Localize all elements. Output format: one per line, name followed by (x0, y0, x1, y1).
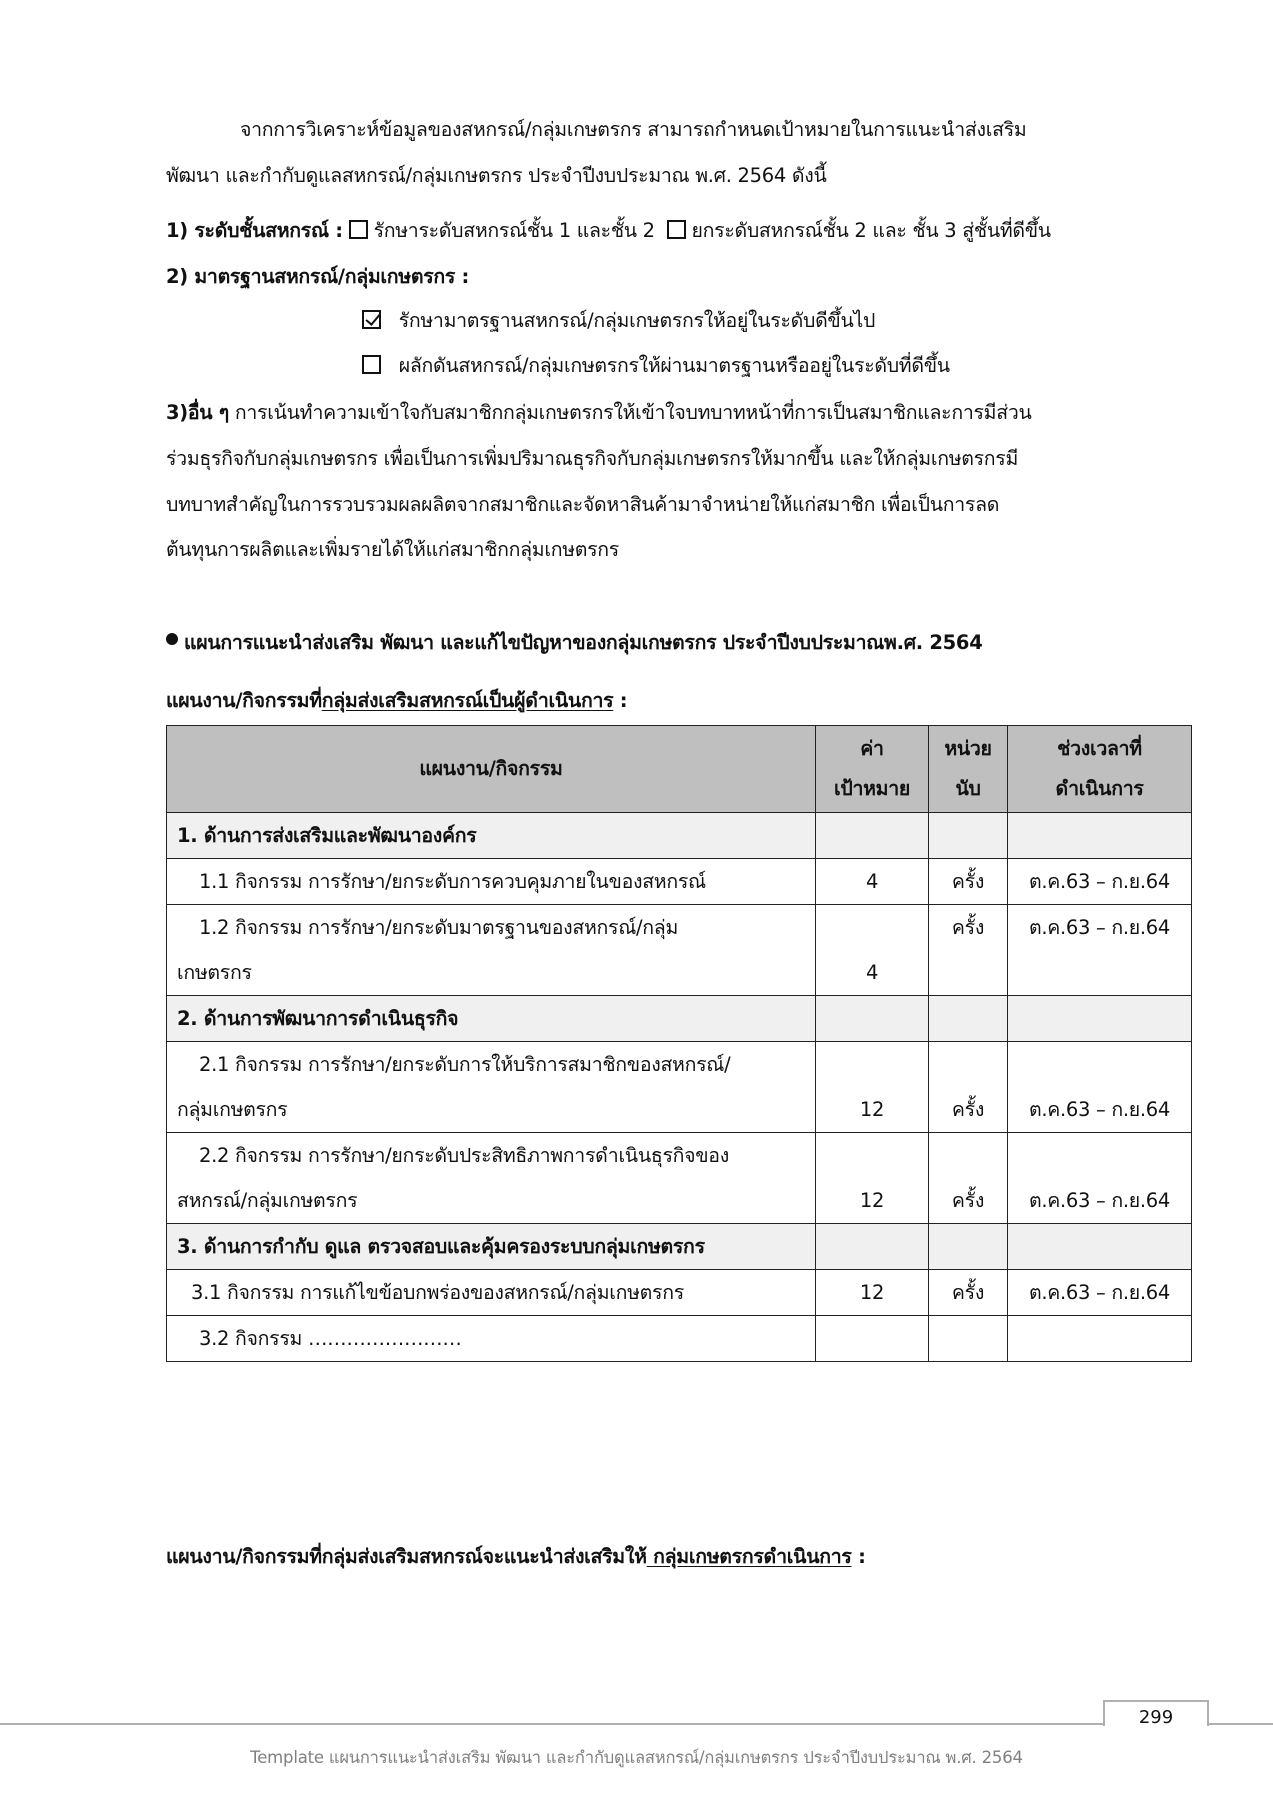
period-value: ต.ค.63 – ก.ย.64 (1008, 905, 1192, 996)
target-value: 12 (816, 1042, 929, 1133)
unit-value: ครั้ง (929, 905, 1008, 996)
item2-label: 2) มาตรฐานสหกรณ์/กลุ่มเกษตรกร : (166, 265, 470, 288)
item1-row (166, 215, 1051, 246)
item3-line-2: ร่วมธุรกิจกับกลุ่มเกษตรกร เพื่อเป็นการเพิ่มปริมาณธุรกิจกับกลุ่มเกษตรกรให้มากขึ้น และให้กลุ่มเกษตรกรมี (166, 447, 1019, 470)
item1-label: 1) ระดับชั้นสหกรณ์ : (166, 219, 343, 242)
checkbox-raise-level[interactable] (667, 220, 686, 239)
item3-line-4: ต้นทุนการผลิตและเพิ่มรายได้ให้แก่สมาชิกกลุ่มเกษตรกร (166, 538, 619, 561)
unit-value: ครั้ง (929, 859, 1008, 905)
bullet-icon (166, 633, 178, 645)
period-value (1008, 1316, 1192, 1362)
option-raise-level: ยกระดับสหกรณ์ชั้น 2 และ ชั้น 3 สู่ชั้นที่ดีขึ้น (691, 219, 1051, 242)
item2-option-2 (362, 350, 950, 381)
target-value (816, 1316, 929, 1362)
table-header-row (167, 726, 1192, 813)
header-activity: แผนงาน/กิจกรรม (167, 726, 816, 813)
table-row (167, 859, 1192, 905)
item3-line-1: 3)อื่น ๆ การเน้นทำความเข้าใจกับสมาชิกกลุ่มเกษตรกรให้เข้าใจบทบาทหน้าที่การเป็นสมาชิกและการมีส่วน (166, 401, 1032, 424)
option-push-standard: ผลักดันสหกรณ์/กลุ่มเกษตรกรให้ผ่านมาตรฐานหรืออยู่ในระดับที่ดีขึ้น (398, 354, 950, 377)
section-name: 3. ด้านการกำกับ ดูแล ตรวจสอบและคุ้มครองระบบกลุ่มเกษตรกร (167, 1224, 816, 1270)
table-row (167, 1042, 1192, 1133)
unit-value: ครั้ง (929, 1133, 1008, 1224)
table-row (167, 1270, 1192, 1316)
subheading-group-operated: แผนงาน/กิจกรรมที่กลุ่มส่งเสริมสหกรณ์เป็นผู้ดำเนินการ : (166, 689, 628, 712)
subheading-farmer-group-operated: แผนงาน/กิจกรรมที่กลุ่มส่งเสริมสหกรณ์จะแนะนำส่งเสริมให้ กลุ่มเกษตรกรดำเนินการ : (166, 1545, 866, 1568)
period-value: ต.ค.63 – ก.ย.64 (1008, 859, 1192, 905)
activity-plan-table (166, 725, 1192, 1362)
header-target: ค่า เป้าหมาย (816, 726, 929, 813)
section-name: 2. ด้านการพัฒนาการดำเนินธุรกิจ (167, 996, 816, 1042)
activity-name: 3.1 กิจกรรม การแก้ไขข้อบกพร่องของสหกรณ์/กลุ่มเกษตรกร (167, 1270, 816, 1316)
footer-text: Template แผนการแนะนำส่งเสริม พัฒนา และกำกับดูแลสหกรณ์/กลุ่มเกษตรกร ประจำปีงบประมาณ พ.ศ. 2564 (250, 1748, 1023, 1767)
activity-name: 3.2 กิจกรรม …………………… (167, 1316, 816, 1362)
item2-option-1 (362, 305, 875, 336)
target-value: 12 (816, 1133, 929, 1224)
option-maintain-standard: รักษามาตรฐานสหกรณ์/กลุ่มเกษตรกรให้อยู่ในระดับดีขึ้นไป (398, 309, 876, 332)
header-period: ช่วงเวลาที่ ดำเนินการ (1008, 726, 1192, 813)
target-value: 4 (816, 905, 929, 996)
table-section-row (167, 996, 1192, 1042)
table-section-row (167, 1224, 1192, 1270)
checkbox-push-standard[interactable] (362, 355, 381, 374)
unit-value: ครั้ง (929, 1270, 1008, 1316)
checkbox-keep-level[interactable] (349, 220, 368, 239)
item3-label: 3)อื่น ๆ (166, 401, 229, 424)
activity-name: 2.1 กิจกรรม การรักษา/ยกระดับการให้บริการสมาชิกของสหกรณ์/ กลุ่มเกษตรกร (167, 1042, 816, 1133)
section-name: 1. ด้านการส่งเสริมและพัฒนาองค์กร (167, 813, 816, 859)
option-keep-level: รักษาระดับสหกรณ์ชั้น 1 และชั้น 2 (373, 219, 655, 242)
table-row (167, 905, 1192, 996)
activity-name: 1.2 กิจกรรม การรักษา/ยกระดับมาตรฐานของสหกรณ์/กลุ่ม เกษตรกร (167, 905, 816, 996)
period-value: ต.ค.63 – ก.ย.64 (1008, 1042, 1192, 1133)
period-value: ต.ค.63 – ก.ย.64 (1008, 1133, 1192, 1224)
table-row (167, 1133, 1192, 1224)
target-value: 12 (816, 1270, 929, 1316)
intro-line-2: พัฒนา และกำกับดูแลสหกรณ์/กลุ่มเกษตรกร ประจำปีงบประมาณ พ.ศ. 2564 ดังนี้ (166, 164, 827, 187)
unit-value (929, 1316, 1008, 1362)
target-value: 4 (816, 859, 929, 905)
unit-value: ครั้ง (929, 1042, 1008, 1133)
checkbox-maintain-standard[interactable] (362, 310, 381, 329)
table-row (167, 1316, 1192, 1362)
page-number: 299 (1103, 1700, 1209, 1726)
period-value: ต.ค.63 – ก.ย.64 (1008, 1270, 1192, 1316)
item3-line-3: บทบาทสำคัญในการรวบรวมผลผลิตจากสมาชิกและจัดหาสินค้ามาจำหน่ายให้แก่สมาชิก เพื่อเป็นการลด (166, 493, 1000, 516)
table-section-row (167, 813, 1192, 859)
activity-name: 2.2 กิจกรรม การรักษา/ยกระดับประสิทธิภาพการดำเนินธุรกิจของ สหกรณ์/กลุ่มเกษตรกร (167, 1133, 816, 1224)
activity-name: 1.1 กิจกรรม การรักษา/ยกระดับการควบคุมภายในของสหกรณ์ (167, 859, 816, 905)
plan-heading: แผนการแนะนำส่งเสริม พัฒนา และแก้ไขปัญหาของกลุ่มเกษตรกร ประจำปีงบประมาณพ.ศ. 2564 (166, 627, 982, 658)
footer-divider (0, 1723, 1273, 1725)
header-unit: หน่วย นับ (929, 726, 1008, 813)
intro-line-1: จากการวิเคราะห์ข้อมูลของสหกรณ์/กลุ่มเกษตรกร สามารถกำหนดเป้าหมายในการแนะนำส่งเสริม (240, 118, 1027, 141)
